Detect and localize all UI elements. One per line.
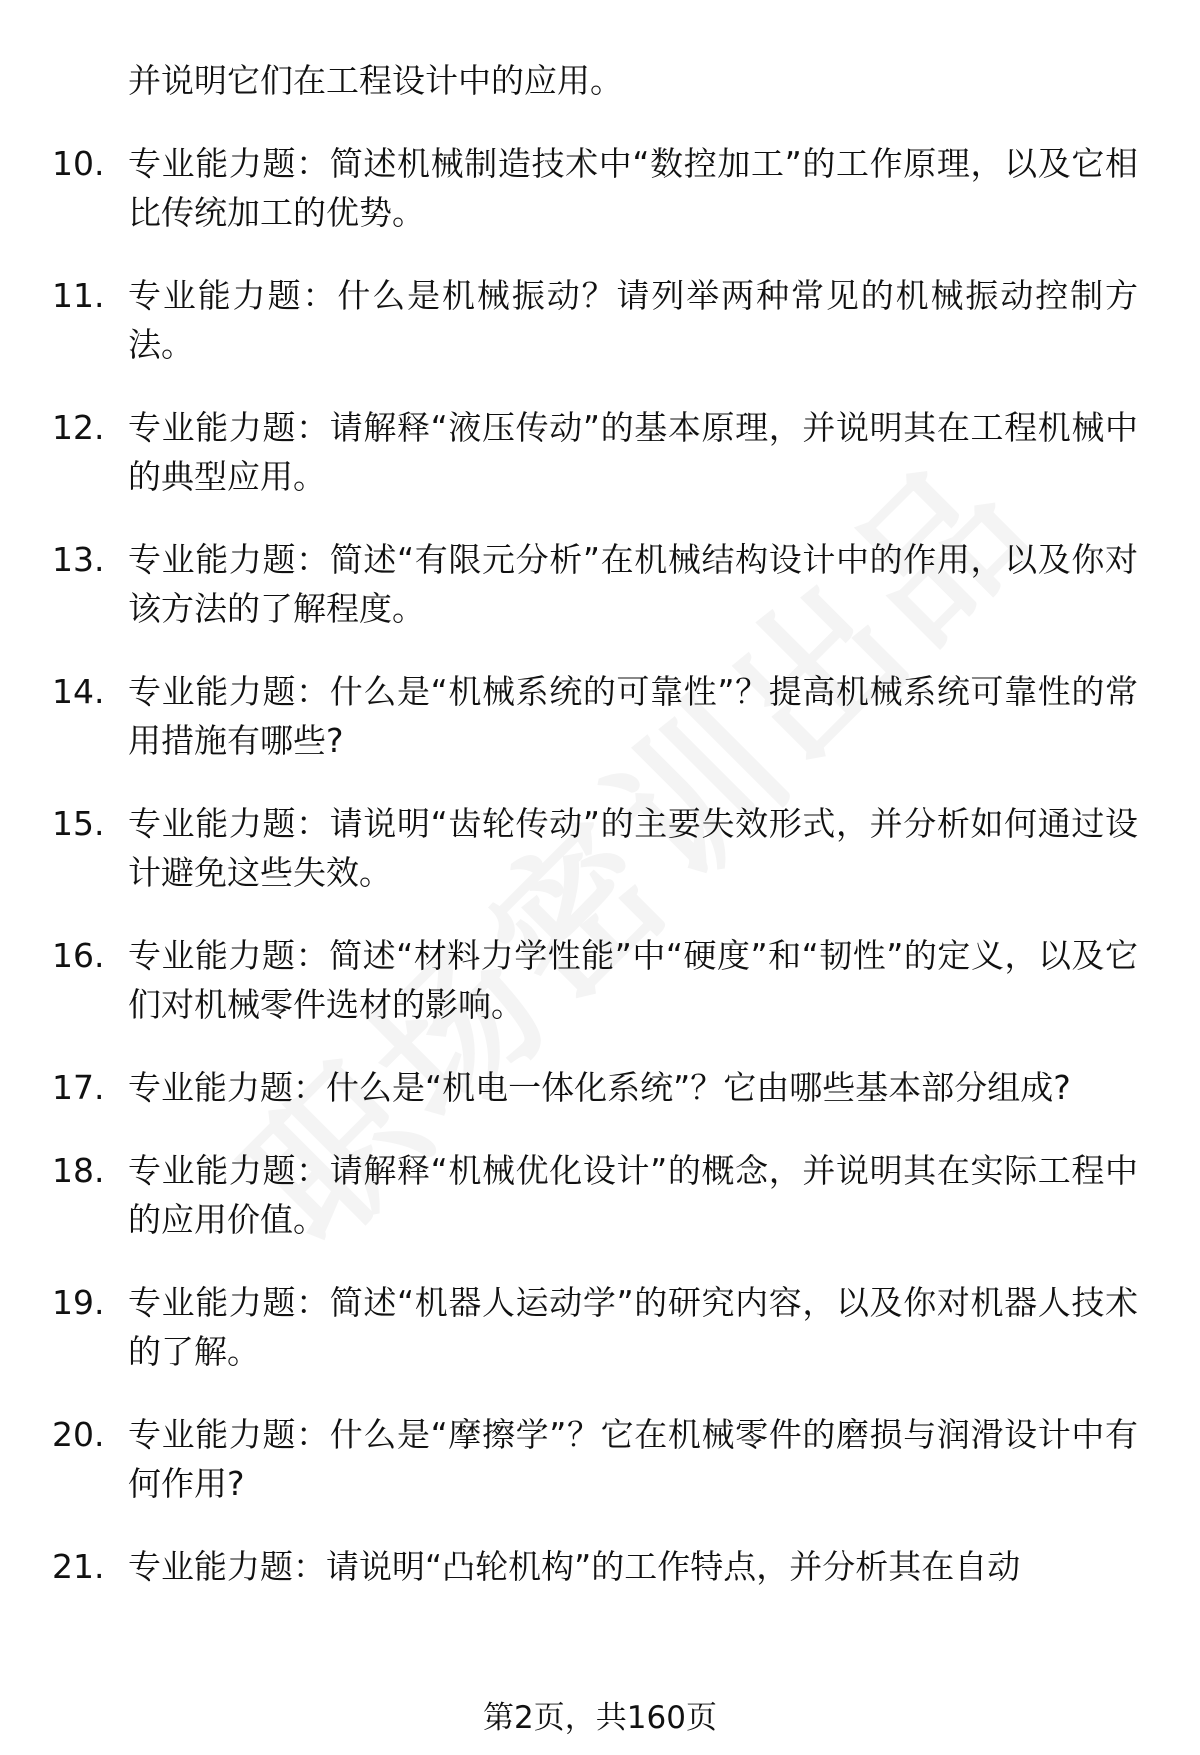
item-number: 12. bbox=[52, 408, 105, 447]
item-text: 专业能力题：什么是“机电一体化系统”？它由哪些基本部分组成? bbox=[128, 1068, 1071, 1107]
item-number: 21. bbox=[52, 1547, 105, 1586]
item-text: 专业能力题：简述“材料力学性能”中“硬度”和“韧性”的定义，以及它们对机械零件选材的影响。 bbox=[128, 936, 1138, 1024]
item-text: 专业能力题：什么是机械振动？请列举两种常见的机械振动控制方法。 bbox=[128, 276, 1138, 364]
list-item bbox=[0, 1410, 1200, 1508]
item-text: 专业能力题：请解释“液压传动”的基本原理，并说明其在工程机械中的典型应用。 bbox=[128, 408, 1138, 496]
question-list bbox=[0, 56, 1200, 1625]
item-number: 15. bbox=[52, 804, 105, 843]
list-item bbox=[0, 667, 1200, 765]
item-text: 专业能力题：什么是“摩擦学”？它在机械零件的磨损与润滑设计中有何作用? bbox=[128, 1415, 1138, 1503]
continued-question-text: 并说明它们在工程设计中的应用。 bbox=[128, 61, 623, 100]
item-text: 专业能力题：简述“有限元分析”在机械结构设计中的作用，以及你对该方法的了解程度。 bbox=[128, 540, 1138, 628]
list-item bbox=[0, 799, 1200, 897]
list-item bbox=[0, 403, 1200, 501]
item-number: 11. bbox=[52, 276, 105, 315]
item-number: 16. bbox=[52, 936, 105, 975]
list-item bbox=[0, 271, 1200, 369]
item-text: 专业能力题：请说明“齿轮传动”的主要失效形式，并分析如何通过设计避免这些失效。 bbox=[128, 804, 1138, 892]
item-number: 18. bbox=[52, 1151, 105, 1190]
item-text: 专业能力题：请解释“机械优化设计”的概念，并说明其在实际工程中的应用价值。 bbox=[128, 1151, 1138, 1239]
item-number: 20. bbox=[52, 1415, 105, 1454]
item-text: 专业能力题：什么是“机械系统的可靠性”？提高机械系统可靠性的常用措施有哪些? bbox=[128, 672, 1138, 760]
list-item bbox=[0, 535, 1200, 633]
list-item bbox=[0, 1146, 1200, 1244]
list-item bbox=[0, 1542, 1200, 1591]
item-text: 专业能力题：请说明“凸轮机构”的工作特点，并分析其在自动 bbox=[128, 1547, 1021, 1586]
list-item bbox=[0, 1063, 1200, 1112]
item-number: 19. bbox=[52, 1283, 105, 1322]
list-item bbox=[0, 931, 1200, 1029]
item-number: 10. bbox=[52, 144, 105, 183]
item-number: 14. bbox=[52, 672, 105, 711]
page-footer: 第2页，共160页 bbox=[483, 1700, 717, 1736]
item-number: 13. bbox=[52, 540, 105, 579]
item-text: 专业能力题：简述“机器人运动学”的研究内容，以及你对机器人技术的了解。 bbox=[128, 1283, 1138, 1371]
list-item bbox=[0, 1278, 1200, 1376]
list-item bbox=[0, 139, 1200, 237]
item-number: 17. bbox=[52, 1068, 105, 1107]
item-text: 专业能力题：简述机械制造技术中“数控加工”的工作原理，以及它相比传统加工的优势。 bbox=[128, 144, 1138, 232]
